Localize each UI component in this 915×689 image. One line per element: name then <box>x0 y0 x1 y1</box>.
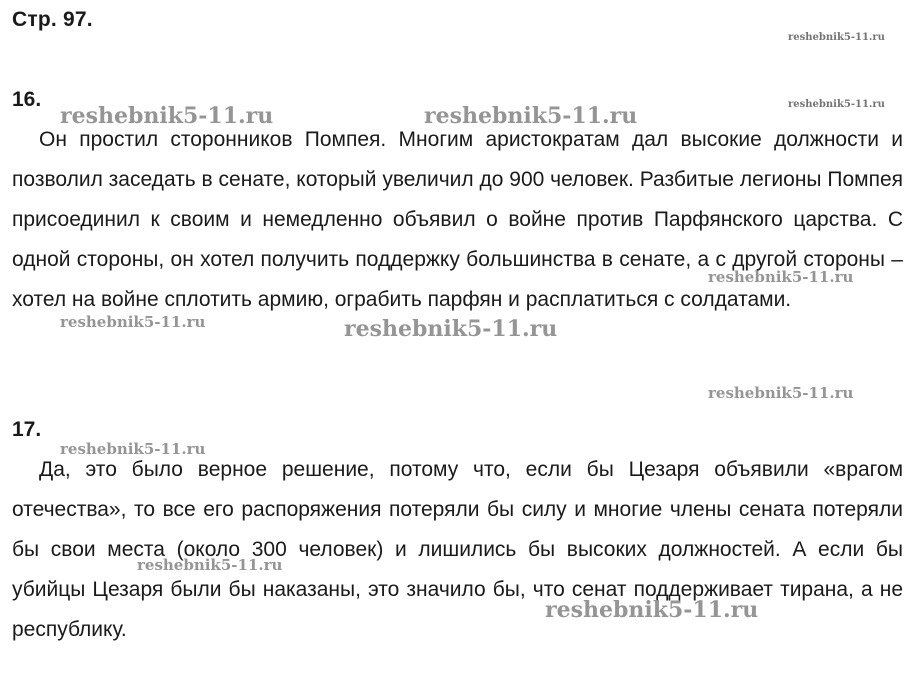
watermark: reshebnik5-11.ru <box>708 384 854 402</box>
watermark: reshebnik5-11.ru <box>60 103 274 129</box>
watermark: reshebnik5-11.ru <box>708 268 854 286</box>
watermark: reshebnik5-11.ru <box>344 316 558 342</box>
watermark: reshebnik5-11.ru <box>424 103 638 129</box>
task-16-text: Он простил сторонников Помпея. Многим аристократам дал высокие должности и позволил заседать в сенате, который увеличил до 900 человек. Разбитые легионы Помпея присоединил к своим и немедленно объявил о войне против Парфянского царства. С одной стороны, он хотел получить поддержку большинства в сенате, а с другой стороны – хотел на войне сплотить армию, ограбить парфян и расплатиться с солдатами. <box>12 128 903 311</box>
watermark: reshebnik5-11.ru <box>60 440 206 458</box>
watermark: reshebnik5-11.ru <box>788 32 885 43</box>
watermark: reshebnik5-11.ru <box>137 556 283 574</box>
page-header: Стр. 97. <box>12 8 93 31</box>
task-16-number: 16. <box>12 88 42 111</box>
task-17-number: 17. <box>12 418 42 441</box>
watermark: reshebnik5-11.ru <box>60 313 206 331</box>
watermark: reshebnik5-11.ru <box>788 99 885 110</box>
watermark: reshebnik5-11.ru <box>545 597 759 623</box>
task-17-text: Да, это было верное решение, потому что, если бы Цезаря объявили «врагом отечества», то все его распоряжения потеряли бы силу и многие члены сената потеряли бы свои места (около 300 человек) и лишились бы высоких должностей. А если бы убийцы Цезаря были бы наказаны, это значило бы, что сенат поддерживает тирана, а не республику. <box>12 458 903 641</box>
